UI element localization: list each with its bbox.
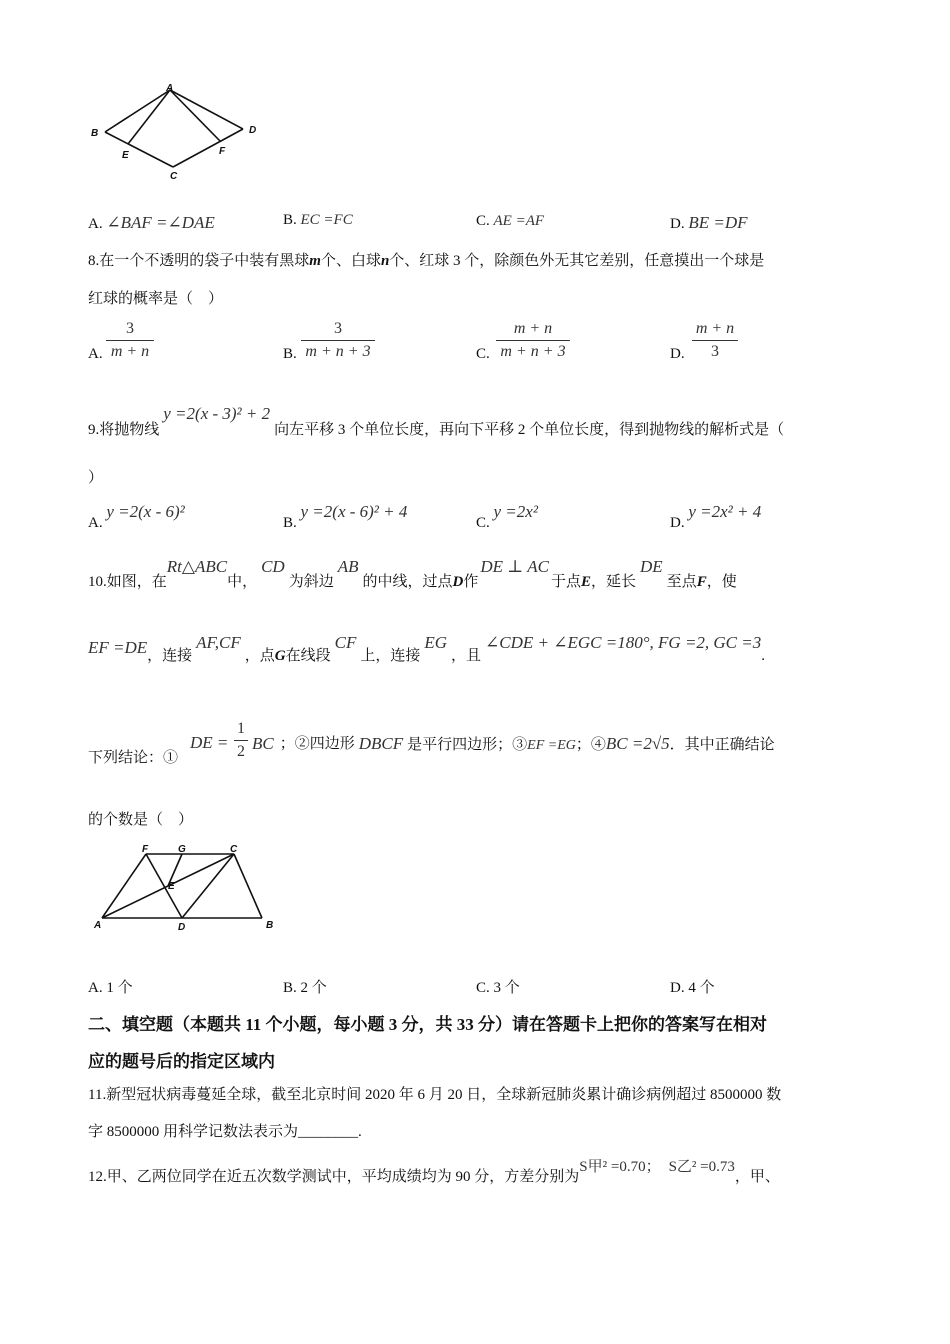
q8-option-c-label[interactable]: C. — [476, 346, 490, 362]
q8-option-b-label[interactable]: B. — [283, 346, 297, 362]
q9-option-d[interactable]: D. y =2x² + 4 — [670, 502, 762, 531]
fig2-label-b: B — [266, 920, 274, 931]
q8-stem-line1: 8.在一个不透明的袋子中装有黑球m个、白球n个、红球 3 个，除颜色外无其它差别，任意摸出一个球是 — [88, 253, 765, 269]
option-expr: AE =AF — [493, 213, 545, 229]
q10-option-a[interactable]: A. 1 个 — [88, 980, 133, 996]
fig2-label-a: A — [94, 920, 102, 931]
option-label: A. — [88, 216, 103, 232]
option-expr: y =2(x - 6)² + 4 — [300, 502, 408, 521]
q8-option-d-fraction: m + n 3 — [692, 320, 738, 361]
q10-stem-line3b: BC ；②四边形 DBCF 是平行四边形；③EF =EG；④BC =2√5．其中正确结论 — [252, 734, 775, 753]
fig2-label-e: E — [168, 881, 175, 892]
q10-half-fraction: 1 2 — [234, 720, 248, 761]
q9-stem-close: ） — [88, 470, 104, 486]
parabola-expr: y =2(x - 3)² + 2 — [163, 404, 271, 423]
q7-option-b[interactable] — [283, 212, 353, 229]
option-expr: y =2x² — [493, 502, 538, 521]
option-expr: y =2x² + 4 — [688, 502, 762, 521]
q8-option-b-fraction: 3 m + n + 3 — [301, 320, 375, 361]
q10-option-c[interactable]: C. 3 个 — [476, 980, 520, 996]
q10-condition: ∠CDE + ∠EGC =180°, FG =2, GC =3 — [485, 633, 762, 652]
variance-yi: S乙² =0.73 — [668, 1159, 735, 1175]
fig2-label-d: D — [178, 922, 186, 933]
q8-stem-line2: 红球的概率是（ ） — [88, 291, 224, 307]
q10-stem-line3: 下列结论：① — [88, 750, 179, 766]
q10-stem-line4: 的个数是（ ） — [88, 812, 194, 828]
q7-option-c[interactable] — [476, 213, 544, 230]
rhombus-figure — [88, 82, 268, 182]
option-expr: EC =FC — [300, 212, 353, 228]
q11-stem-line2: 字 8500000 用科学记数法表示为________. — [88, 1124, 362, 1140]
q10-stem-line1: 10.如图，在Rt△ABC中，CD为斜边AB的中线，过点D作DE ⊥ AC于点E，延长DE至点F，使 — [88, 557, 737, 590]
variance-jia: S甲² =0.70； — [579, 1159, 661, 1175]
q9-option-a[interactable]: A. y =2(x - 6)² — [88, 502, 185, 531]
fig2-label-g: G — [178, 844, 186, 855]
trapezoid-figure — [88, 840, 288, 940]
fig1-label-e: E — [122, 150, 129, 161]
q10-stem-line2: EF =DE，连接AF,CF，点G在线段CF上，连接EG，且∠CDE + ∠EGC =180°, FG =2, GC =3. — [88, 633, 765, 664]
option-expr: BE =DF — [688, 213, 748, 232]
q8-option-a-fraction: 3 m + n — [106, 320, 154, 361]
option-expr: y =2(x - 6)² — [106, 502, 185, 521]
var-m: m — [309, 253, 321, 269]
option-label: B. — [283, 212, 297, 228]
q11-stem-line1: 11.新型冠状病毒蔓延全球，截至北京时间 2020 年 6 月 20 日，全球新冠肺炎累计确诊病例超过 8500000 数 — [88, 1087, 782, 1103]
q8-option-d-label[interactable]: D. — [670, 346, 685, 362]
fig2-label-f: F — [142, 844, 149, 855]
q10-option-d[interactable]: D. 4 个 — [670, 980, 715, 996]
option-label: D. — [670, 216, 685, 232]
section-heading-line1: 二、填空题（本题共 11 个小题，每小题 3 分，共 33 分）请在答题卡上把你的答案写在相对 — [88, 1015, 768, 1034]
fig1-label-f: F — [219, 146, 226, 157]
q10-option-b[interactable]: B. 2 个 — [283, 980, 327, 996]
q7-option-d[interactable] — [670, 213, 748, 233]
q9-stem: 9.将抛物线y =2(x - 3)² + 2向左平移 3 个单位长度，再向下平移 2 个单位长度，得到抛物线的解析式是（ — [88, 404, 785, 438]
q8-option-a-label[interactable]: A. — [88, 346, 103, 362]
fig1-label-d: D — [249, 125, 257, 136]
q7-option-a[interactable] — [88, 213, 215, 233]
fig2-label-c: C — [230, 844, 238, 855]
fig1-label-a: A — [166, 83, 174, 94]
q12-stem: 12.甲、乙两位同学在近五次数学测试中，平均成绩均为 90 分，方差分别为S甲² =0.70； S乙² =0.73，甲、 — [88, 1159, 780, 1185]
fig1-label-c: C — [170, 171, 178, 182]
q10-bc-value: BC =2√5 — [605, 734, 670, 753]
section-heading-line2: 应的题号后的指定区域内 — [88, 1052, 275, 1071]
q9-option-c[interactable]: C. y =2x² — [476, 502, 538, 531]
q8-option-c-fraction: m + n m + n + 3 — [496, 320, 570, 361]
option-expr: ∠BAF =∠DAE — [106, 213, 215, 232]
var-n: n — [380, 253, 390, 269]
fig1-label-b: B — [91, 128, 99, 139]
option-label: C. — [476, 213, 490, 229]
q10-de-eq: DE = — [190, 733, 229, 752]
q9-option-b[interactable]: B. y =2(x - 6)² + 4 — [283, 502, 408, 531]
